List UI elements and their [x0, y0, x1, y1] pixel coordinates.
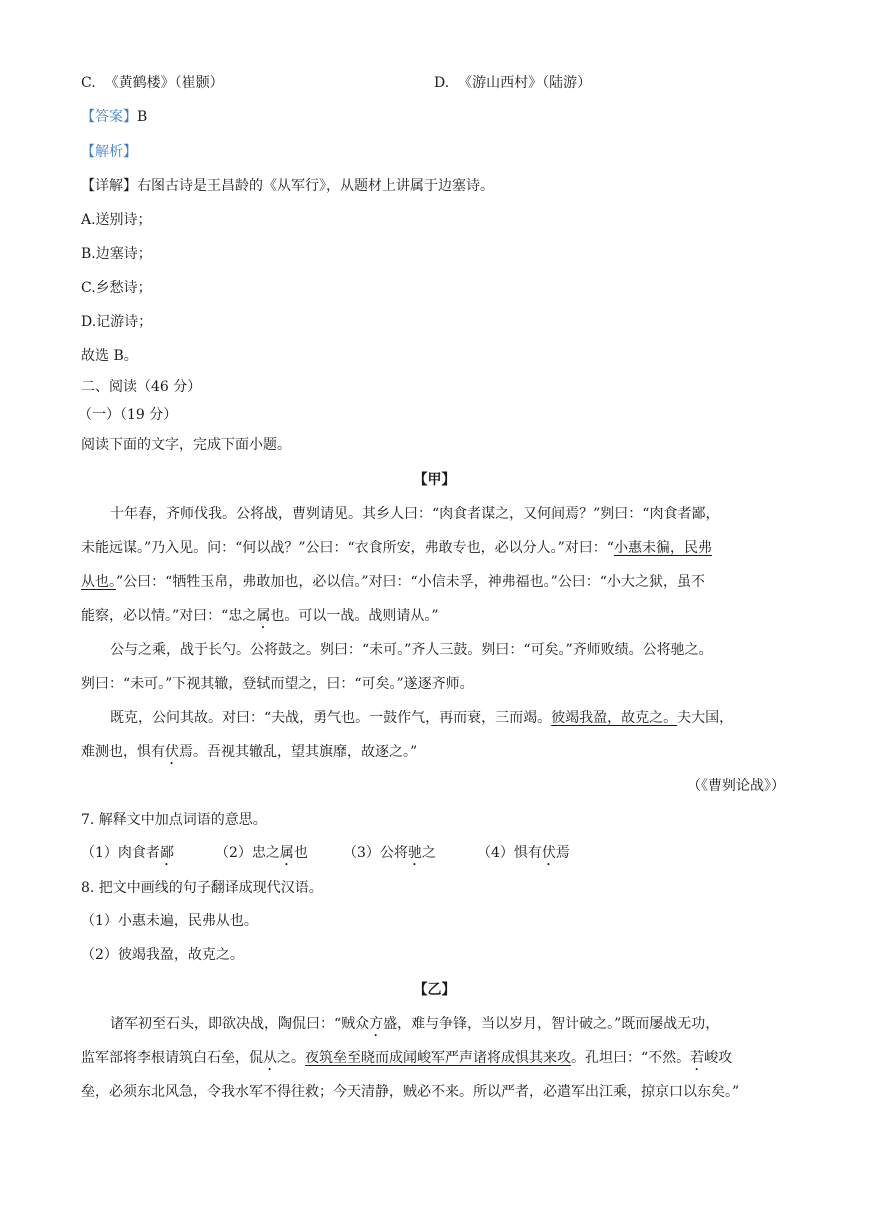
- choice-c: C.乡愁诗；: [81, 280, 152, 296]
- underlined-sentence-1: 小惠未徧，民弗: [613, 540, 712, 556]
- jia-p1-line1: 十年春，齐师伐我。公将战，曹刿请见。其乡人曰：“肉食者谋之，又何间焉？”刿曰：“肉食者鄙，: [110, 506, 720, 522]
- answer-value: B: [137, 109, 148, 125]
- jia-p2-line2: 刿曰：“未可。”下视其辙，登轼而望之，曰：“可矣。”遂逐齐师。: [81, 676, 474, 692]
- q7-item-2: [215, 843, 343, 869]
- jia-p3-line2: [81, 742, 417, 768]
- text-span: 诸军初至石头，即欲决战，陶侃曰：“贼众: [110, 1016, 370, 1032]
- choice-b: B.边塞诗；: [81, 246, 152, 262]
- q8-item-2: （2）彼竭我盈，故克之。: [81, 947, 244, 963]
- q7-items: [81, 843, 570, 869]
- q7-item-1: [81, 843, 215, 869]
- text-span: ”公曰：“牺牲玉帛，弗敢加也，必以信。”对曰：“小信未孚，神弗福也。”公曰：“小大之狱，虽不: [116, 574, 705, 590]
- answer-line: [81, 107, 147, 127]
- text-span: 未能远谋。”乃入见。问：“何以战？”公曰：“衣食所安，弗敢专也，必以分人。”对曰：“: [81, 540, 614, 556]
- conclusion: 故选 B。: [81, 348, 138, 364]
- text-span: 监军部将李根请筑白石垒，侃: [81, 1050, 263, 1066]
- text-span: 。孔坦曰：“不然。: [571, 1050, 691, 1066]
- q7-item-3: [343, 843, 477, 869]
- section-sub: （一）（19 分）: [78, 407, 178, 423]
- text-span: 夫大国，: [677, 710, 734, 726]
- dotted-word: 鄙: [159, 845, 174, 861]
- jia-p1-line4: [81, 606, 439, 632]
- yi-line2: [81, 1048, 732, 1074]
- dotted-word: 属: [256, 608, 271, 624]
- dotted-word: 驰: [407, 845, 422, 861]
- text-span: 焉。吾视其辙乱，望其旗靡，故逐之。”: [179, 744, 418, 760]
- dotted-word: 方: [369, 1016, 384, 1032]
- analysis-label: 【解析】: [81, 144, 137, 160]
- text-span: （3）公将: [343, 845, 408, 861]
- q7-item-4: [477, 843, 570, 869]
- detail-text: 【详解】右图古诗是王昌龄的《从军行》，从题材上讲属于边塞诗。: [81, 178, 494, 194]
- option-c: C. 《黄鹤楼》（崔颢）: [81, 75, 224, 91]
- dotted-word: 伏: [165, 744, 179, 760]
- section-title: 二、阅读（46 分）: [81, 379, 202, 395]
- underlined-sentence-2: 彼竭我盈，故克之。: [551, 710, 678, 726]
- choice-d: D.记游诗；: [81, 314, 153, 330]
- dotted-word: 从: [263, 1050, 277, 1066]
- jia-heading: 【甲】: [413, 472, 456, 488]
- text-span: 之: [421, 845, 436, 861]
- dotted-word: 伏: [541, 845, 556, 861]
- text-span: 能察，必以情。”对曰：“忠之: [81, 608, 257, 624]
- answer-label: 【答案】: [81, 109, 137, 125]
- jia-p2-line1: 公与之乘，战于长勺。公将鼓之。刿曰：“未可。”齐人三鼓。刿曰：“可矣。”齐师败绩。公将驰之。: [110, 642, 713, 658]
- source-citation: （《曹刿论战》）: [687, 778, 785, 794]
- jia-p1-line3: [81, 572, 705, 592]
- text-span: （2）忠之: [215, 845, 280, 861]
- text-span: 既克，公问其故。对曰：“夫战，勇气也。一鼓作气，再而衰，三而竭。: [110, 710, 552, 726]
- q8-item-1: （1）小惠未遍，民弗从也。: [81, 913, 258, 929]
- text-span: （4）惧有: [477, 845, 542, 861]
- jia-p3-line1: [110, 708, 733, 728]
- underlined-sentence-3: 夜筑垒至晓而成闻峻军严声诸将成惧其来攻: [305, 1050, 571, 1066]
- underlined-sentence-1-end: 从也。: [81, 574, 116, 590]
- text-span: 难测也，惧有: [81, 744, 165, 760]
- dotted-word: 属: [279, 845, 294, 861]
- text-span: 也。可以一战。战则请从。”: [270, 608, 439, 624]
- yi-line1: [110, 1014, 719, 1040]
- yi-line3: 垒，必须东北风急，令我水军不得往救；今天清静，贼必不来。所以严者，必遣军出江乘，掠京口以东矣。”: [81, 1084, 740, 1100]
- q7-stem: 7. 解释文中加点词语的意思。: [81, 812, 267, 828]
- choice-a: A.送别诗；: [81, 212, 152, 228]
- q8-stem: 8. 把文中画线的句子翻译成现代汉语。: [81, 880, 323, 896]
- text-span: 之。: [277, 1050, 305, 1066]
- section-instruction: 阅读下面的文字，完成下面小题。: [81, 437, 291, 453]
- jia-p1-line2: [81, 538, 712, 558]
- text-span: 峻攻: [704, 1050, 733, 1066]
- text-span: 焉: [555, 845, 570, 861]
- text-span: （1）肉食者: [81, 845, 160, 861]
- text-span: 也: [293, 845, 308, 861]
- dotted-word: 若: [690, 1050, 705, 1066]
- yi-heading: 【乙】: [413, 982, 456, 998]
- option-d: D. 《游山西村》（陆游）: [434, 75, 592, 91]
- text-span: 盛，难与争锋，当以岁月，智计破之。”既而屡战无功，: [383, 1016, 720, 1032]
